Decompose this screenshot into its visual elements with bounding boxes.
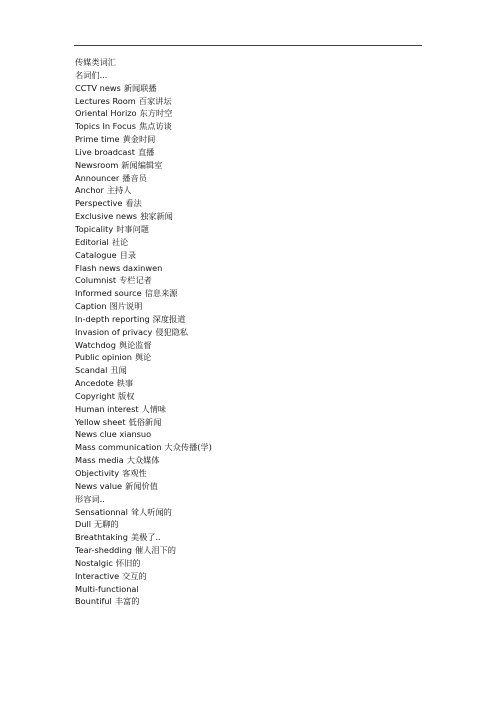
vocab-entry: [75, 326, 435, 339]
vocab-entry: [75, 403, 435, 416]
vocab-entry: [75, 159, 435, 172]
vocab-english: Lectures Room: [75, 95, 136, 106]
vocab-entry: [75, 506, 435, 519]
vocab-entry: [75, 557, 435, 570]
vocab-entry: [75, 274, 435, 287]
vocab-chinese: 无聊的: [94, 519, 119, 530]
section-heading-text: 形容词..: [75, 493, 105, 504]
vocab-english: Dull: [75, 519, 92, 530]
vocab-english: Newsroom: [75, 159, 119, 170]
vocab-english: Topics In Focus: [75, 121, 137, 132]
vocab-chinese: 时事问题: [116, 223, 149, 234]
vocab-english: News value: [75, 480, 123, 491]
vocab-entry: [75, 210, 435, 223]
vocab-entry: [75, 95, 435, 108]
vocab-entry: [75, 249, 435, 262]
vocab-chinese: 主持人: [106, 185, 132, 196]
vocab-entry: [75, 287, 435, 300]
vocab-entry: [75, 146, 435, 159]
vocab-chinese: 社论: [111, 236, 129, 247]
vocab-entry: [75, 531, 435, 544]
vocab-english: Columnist: [75, 275, 117, 286]
vocab-english: Caption: [75, 301, 107, 312]
vocab-chinese: 美极了..: [130, 532, 161, 543]
vocab-chinese: 耸人听闻的: [130, 506, 172, 517]
vocab-chinese: 新闻编辑室: [121, 159, 163, 170]
vocab-chinese: 人情味: [141, 403, 167, 414]
vocab-chinese: 侵犯隐私: [155, 326, 189, 337]
vocab-english: Exclusive news: [75, 211, 138, 222]
vocab-english: Flash news daxinwen: [75, 262, 163, 273]
vocab-english: Catalogue: [75, 249, 117, 260]
vocab-english: Interactive: [75, 570, 120, 581]
vocab-chinese: 版权: [118, 390, 135, 401]
header-rule: [74, 45, 422, 46]
vocab-english: Multi-functional: [75, 583, 139, 594]
vocab-english: Objectivity: [75, 468, 120, 478]
vocab-english: Mass media: [75, 455, 124, 466]
vocab-english: Perspective: [75, 198, 123, 209]
vocab-chinese: 直播: [137, 146, 155, 157]
vocab-chinese: 新闻联播: [123, 82, 157, 93]
vocab-english: In-depth reporting: [75, 313, 150, 324]
vocab-english: Mass communication: [75, 442, 162, 453]
vocab-entry: [75, 133, 435, 146]
vocab-entry: [75, 583, 435, 596]
vocab-english: Informed source: [75, 288, 142, 299]
vocab-entry: [75, 262, 435, 275]
vocab-chinese: 客观性: [122, 468, 147, 478]
vocab-english: Human interest: [75, 403, 139, 414]
vocab-entry: [75, 351, 435, 364]
vocab-entry: [75, 300, 435, 313]
vocab-english: Editorial: [75, 236, 109, 247]
vocab-entry: [75, 364, 435, 377]
vocab-entry: [75, 544, 435, 557]
vocab-english: Nostalgic: [75, 557, 113, 568]
vocab-english: Tear-shedding: [75, 545, 133, 556]
vocab-chinese: 目录: [119, 249, 137, 260]
section-heading: [75, 493, 435, 506]
vocab-english: Oriental Horizo: [75, 108, 137, 119]
vocab-chinese: 黄金时间: [122, 134, 156, 145]
vocab-entry: [75, 197, 435, 210]
vocab-chinese: 播音员: [122, 172, 147, 183]
vocab-chinese: 丰富的: [114, 596, 140, 607]
vocab-english: Copyright: [75, 390, 116, 401]
vocab-entry: [75, 518, 435, 531]
vocabulary-list: [75, 56, 435, 608]
vocab-entry: [75, 339, 435, 352]
vocab-chinese: 舆论监督: [118, 339, 152, 350]
vocab-entry: [75, 441, 435, 454]
vocab-entry: [75, 172, 435, 185]
vocab-entry: [75, 313, 435, 326]
document-title: [75, 56, 435, 69]
vocab-chinese: 交互的: [122, 570, 147, 581]
vocab-entry: [75, 480, 435, 493]
section-heading-text: 名词们...: [75, 69, 108, 80]
vocab-chinese: 大众传播(学): [164, 442, 212, 453]
vocab-entry: [75, 107, 435, 120]
vocab-entry: [75, 390, 435, 403]
vocab-english: Yellow sheet: [75, 416, 126, 427]
vocab-chinese: 轶事: [116, 378, 134, 389]
vocab-entry: [75, 236, 435, 249]
section-heading: [75, 69, 435, 82]
vocab-entry: [75, 454, 435, 467]
vocab-chinese: 舆论: [134, 352, 152, 363]
document-title-text: 传媒类词汇: [75, 57, 116, 67]
vocab-chinese: 独家新闻: [140, 211, 173, 222]
vocab-chinese: 百家讲坛: [138, 95, 172, 106]
vocab-english: Announcer: [75, 172, 120, 183]
vocab-entry: [75, 595, 435, 608]
vocab-entry: [75, 377, 435, 390]
vocab-chinese: 焦点访谈: [139, 121, 172, 132]
vocab-entry: [75, 428, 435, 441]
vocab-chinese: 专栏记者: [119, 275, 152, 286]
vocab-english: Scandal: [75, 365, 108, 376]
vocab-chinese: 深度报道: [152, 313, 186, 324]
vocab-entry: [75, 570, 435, 583]
vocab-entry: [75, 82, 435, 95]
vocab-english: Bountiful: [75, 596, 112, 607]
vocab-entry: [75, 467, 435, 480]
vocab-chinese: 催人泪下的: [135, 545, 176, 556]
vocab-english: Anchor: [75, 185, 104, 196]
vocab-entry: [75, 184, 435, 197]
vocab-chinese: 低俗新闻: [128, 416, 162, 427]
vocab-english: Ancedote: [75, 378, 114, 389]
vocab-chinese: 图片说明: [109, 301, 143, 312]
vocab-chinese: 丑闻: [110, 365, 127, 376]
vocab-chinese: 东方时空: [139, 108, 173, 119]
vocab-chinese: 大众媒体: [126, 455, 160, 466]
vocab-entry: [75, 223, 435, 236]
vocab-english: Live broadcast: [75, 146, 135, 157]
vocab-entry: [75, 120, 435, 133]
vocab-chinese: 怀旧的: [115, 557, 141, 568]
vocab-chinese: 看法: [125, 198, 142, 209]
vocab-english: Public opinion: [75, 352, 132, 363]
vocab-entry: [75, 416, 435, 429]
vocab-chinese: 新闻价值: [125, 480, 158, 491]
vocab-english: Breathtaking: [75, 532, 128, 543]
vocab-english: Watchdog: [75, 339, 116, 350]
vocab-chinese: 信息来源: [144, 288, 178, 299]
vocab-english: Topicality: [75, 223, 114, 234]
vocab-english: Prime time: [75, 134, 120, 145]
vocab-english: News clue xiansuo: [75, 429, 152, 440]
vocab-english: CCTV news: [75, 82, 121, 93]
vocab-english: Sensationnal: [75, 506, 128, 517]
vocab-english: Invasion of privacy: [75, 326, 153, 337]
